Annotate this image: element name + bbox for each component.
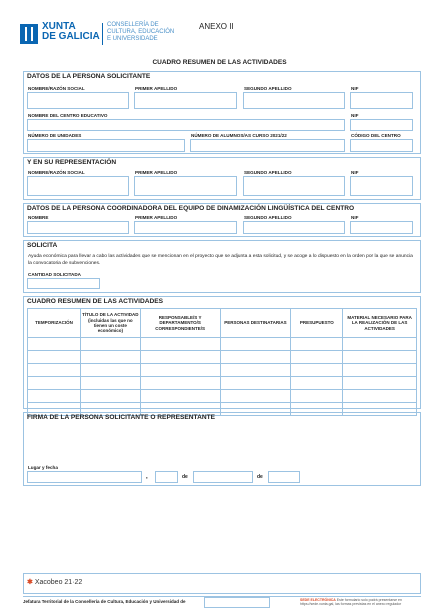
amount-field[interactable] (27, 278, 100, 289)
place-field[interactable] (27, 471, 142, 483)
table-cell[interactable] (291, 364, 343, 377)
table-row (28, 338, 417, 351)
coord-surname1-label: PRIMER APELLIDO (135, 215, 178, 220)
table-cell[interactable] (28, 351, 81, 364)
center-nif-label: NIF (351, 113, 359, 118)
table-cell[interactable] (291, 390, 343, 403)
table-row (28, 377, 417, 390)
table-cell[interactable] (220, 390, 291, 403)
sede-text: Este formulario solo podrá presentarse en https://sede.xunta.gal, las formas previstas en el anexo regulador (300, 598, 402, 607)
table-cell[interactable] (140, 338, 220, 351)
table-row (28, 390, 417, 403)
xacobeo-star-icon: ✱ (27, 579, 33, 586)
month-field[interactable] (193, 471, 253, 483)
summary-section (23, 296, 421, 409)
table-cell[interactable] (28, 377, 81, 390)
table-cell[interactable] (291, 351, 343, 364)
units-label: NÚMERO DE UNIDADES (28, 133, 82, 138)
day-field[interactable] (155, 471, 178, 483)
request-text: Ayuda económica para llevar a cabo las actividades que se mencionan en el proyecto que se adjunta a esta solicitud, y se acoge a lo dispuesto en la orden por la que se anuncia la convocatoria de subvenciones. (28, 254, 413, 266)
coord-name-field[interactable] (27, 221, 129, 234)
applicant-nif-field[interactable] (350, 92, 413, 109)
table-cell[interactable] (80, 377, 140, 390)
table-cell[interactable] (220, 377, 291, 390)
xunta-logo-text: XUNTA DE GALICIA (42, 21, 100, 42)
center-name-label: NOMBRE DEL CENTRO EDUCATIVO (28, 113, 108, 118)
summary-title: CUADRO RESUMEN DE LAS ACTIVIDADES (27, 298, 164, 305)
table-cell[interactable] (80, 364, 140, 377)
rep-name-label: NOMBRE/RAZÓN SOCIAL (28, 170, 85, 175)
center-name-field[interactable] (27, 119, 345, 131)
units-field[interactable] (27, 139, 185, 152)
footer-text: Jefatura Territorial de la Consellería de Cultura, Educación y Universidad de (23, 599, 186, 604)
amount-label: CANTIDAD SOLICITADA (28, 272, 81, 277)
coordinator-title: DATOS DE LA PERSONA COORDINADORA DEL EQUIPO DE DINAMIZACIÓN LINGÜÍSTICA DEL CENTRO (27, 205, 355, 212)
de-label-1: de (182, 474, 188, 480)
sede-title: SEDE ELECTRÓNICA (300, 598, 336, 602)
signature-title: FIRMA DE LA PERSONA SOLICITANTE O REPRESENTANTE (27, 414, 216, 421)
col-budget: PRESUPUESTO (291, 309, 343, 338)
rep-surname2-label: SEGUNDO APELLIDO (244, 170, 292, 175)
table-cell[interactable] (291, 377, 343, 390)
applicant-name-label: NOMBRE/RAZÓN SOCIAL (28, 86, 85, 91)
table-cell[interactable] (343, 377, 417, 390)
representative-title: Y EN SU REPRESENTACIÓN (27, 159, 117, 166)
table-cell[interactable] (140, 390, 220, 403)
logo-divider (102, 23, 103, 45)
table-cell[interactable] (140, 351, 220, 364)
applicant-name-field[interactable] (27, 92, 129, 109)
year-field[interactable] (268, 471, 300, 483)
col-audience: PERSONAS DESTINATARIAS (220, 309, 291, 338)
applicant-nif-label: NIF (351, 86, 359, 91)
annex-label: ANEXO II (199, 22, 234, 31)
table-cell[interactable] (220, 351, 291, 364)
table-cell[interactable] (343, 338, 417, 351)
applicant-section (23, 71, 421, 154)
col-materials: MATERIAL NECESARIO PARA LA REALIZACIÓN DE LAS ACTIVIDADES (343, 309, 417, 338)
rep-name-field[interactable] (27, 176, 129, 196)
center-nif-field[interactable] (350, 119, 413, 131)
table-row (28, 351, 417, 364)
rep-surname2-field[interactable] (243, 176, 345, 196)
rep-surname1-field[interactable] (134, 176, 237, 196)
table-cell[interactable] (291, 338, 343, 351)
table-cell[interactable] (80, 351, 140, 364)
coord-surname1-field[interactable] (134, 221, 237, 234)
request-title: SOLICITA (27, 242, 58, 249)
coord-name-label: NOMBRE (28, 215, 49, 220)
rep-nif-label: NIF (351, 170, 359, 175)
table-cell[interactable] (343, 351, 417, 364)
de-label-2: de (257, 474, 263, 480)
table-row (28, 364, 417, 377)
applicant-surname1-field[interactable] (134, 92, 237, 109)
rep-surname1-label: PRIMER APELLIDO (135, 170, 178, 175)
table-cell[interactable] (28, 364, 81, 377)
table-cell[interactable] (28, 338, 81, 351)
coord-nif-field[interactable] (350, 221, 413, 234)
coord-nif-label: NIF (351, 215, 359, 220)
table-cell[interactable] (343, 390, 417, 403)
center-code-field[interactable] (350, 139, 413, 152)
coordinator-section (23, 203, 421, 237)
applicant-title: DATOS DE LA PERSONA SOLICITANTE (27, 73, 151, 80)
table-cell[interactable] (343, 364, 417, 377)
applicant-surname2-label: SEGUNDO APELLIDO (244, 86, 292, 91)
center-code-label: CÓDIGO DEL CENTRO (351, 133, 401, 138)
table-cell[interactable] (28, 390, 81, 403)
coord-surname2-field[interactable] (243, 221, 345, 234)
table-cell[interactable] (140, 377, 220, 390)
summary-header-row (28, 309, 417, 338)
students-field[interactable] (190, 139, 345, 152)
xacobeo-logo: ✱ Xacobeo 21·22 (27, 579, 83, 586)
signature-section (23, 412, 421, 486)
conselleria-name: CONSELLERÍA DE CULTURA, EDUCACIÓN E UNIVERSIDADE (107, 22, 175, 42)
col-activity-title: TÍTULO DE LA ACTIVIDAD (incluidas las que no tienen un coste económico) (80, 309, 140, 338)
col-timing: TEMPORIZACIÓN (28, 309, 81, 338)
rep-nif-field[interactable] (350, 176, 413, 196)
coord-surname2-label: SEGUNDO APELLIDO (244, 215, 292, 220)
table-cell[interactable] (80, 338, 140, 351)
page-title: CUADRO RESUMEN DE LAS ACTIVIDADES (152, 59, 287, 66)
students-label: NÚMERO DE ALUMNOS/AS CURSO 2021/22 (191, 133, 287, 138)
place-date-label: Lugar y fecha (28, 465, 58, 470)
table-cell[interactable] (220, 338, 291, 351)
xunta-logo-icon (20, 24, 38, 44)
table-cell[interactable] (220, 364, 291, 377)
applicant-surname1-label: PRIMER APELLIDO (135, 86, 178, 91)
footer-sede-note (300, 598, 420, 606)
footer-logo-box (23, 573, 421, 594)
request-section (23, 240, 421, 293)
applicant-surname2-field[interactable] (243, 92, 345, 109)
representative-section (23, 157, 421, 200)
comma-separator: , (146, 474, 148, 480)
table-cell[interactable] (80, 390, 140, 403)
summary-table (27, 308, 417, 416)
province-field[interactable] (204, 597, 270, 608)
col-responsible: RESPONSABLE/S Y DEPARTAMENTO/S CORRESPONDIENTE/S (140, 309, 220, 338)
table-cell[interactable] (140, 364, 220, 377)
